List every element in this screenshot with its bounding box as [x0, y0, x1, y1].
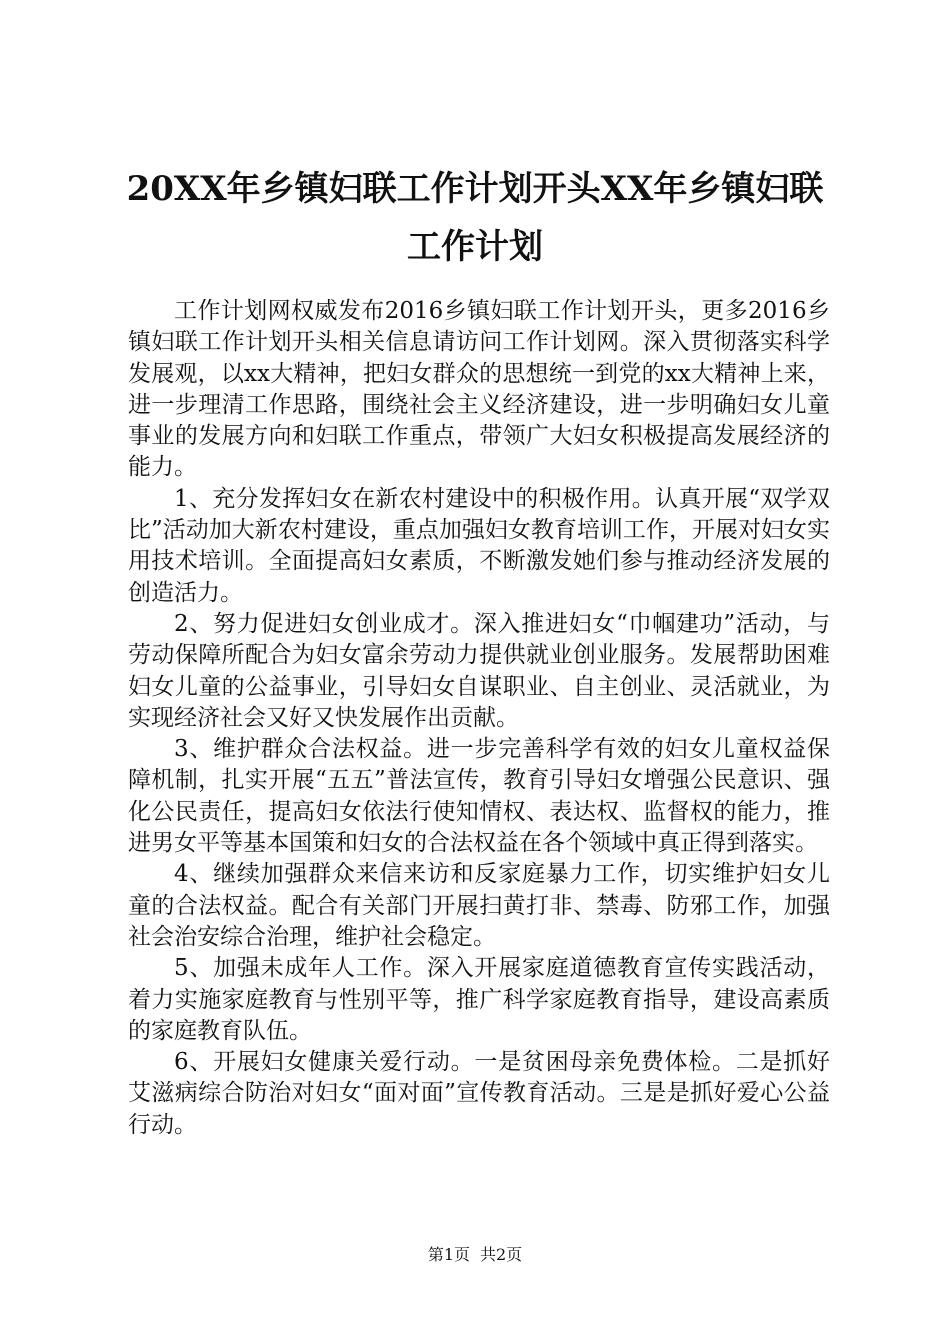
page-total: 共2页 — [480, 1245, 523, 1264]
page-footer — [0, 1245, 950, 1265]
paragraph-item-4: 4、继续加强群众来信来访和反家庭暴力工作，切实维护妇女儿童的合法权益。配合有关部门开展扫黄打非、禁毒、防邪工作，加强社会治安综合治理，维护社会稳定。 — [128, 861, 830, 950]
document-body — [128, 296, 830, 1141]
paragraph-item-3: 3、维护群众合法权益。进一步完善科学有效的妇女儿童权益保障机制，扎实开展“五五”普法宣传，教育引导妇女增强公民意识、强化公民责任，提高妇女依法行使知情权、表达权、监督权的能力，推进男女平等基本国策和妇女的合法权益在各个领域中真正得到落实。 — [128, 736, 830, 857]
paragraph-item-5: 5、加强未成年人工作。深入开展家庭道德教育宣传实践活动，着力实施家庭教育与性别平等，推广科学家庭教育指导，建设高素质的家庭教育队伍。 — [128, 955, 830, 1044]
paragraph-item-6: 6、开展妇女健康关爱行动。一是贫困母亲免费体检。二是抓好艾滋病综合防治对妇女“面对面”宣传教育活动。三是是抓好爱心公益行动。 — [128, 1049, 830, 1138]
paragraph-item-2: 2、努力促进妇女创业成才。深入推进妇女“巾帼建功”活动，与劳动保障所配合为妇女富余劳动力提供就业创业服务。发展帮助困难妇女儿童的公益事业，引导妇女自谋职业、自主创业、灵活就业，为实现经济社会又好又快发展作出贡献。 — [128, 610, 830, 731]
page-number: 第1页 — [427, 1245, 470, 1264]
paragraph-item-1: 1、充分发挥妇女在新农村建设中的积极作用。认真开展“双学双比”活动加大新农村建设，重点加强妇女教育培训工作，开展对妇女实用技术培训。全面提高妇女素质，不断激发她们参与推动经济发展的创造活力。 — [128, 485, 830, 606]
document-title: 20XX年乡镇妇联工作计划开头XX年乡镇妇联工作计划 — [126, 169, 824, 267]
paragraph-intro: 工作计划网权威发布2016乡镇妇联工作计划开头，更多2016乡镇妇联工作计划开头相关信息请访问工作计划网。深入贯彻落实科学发展观，以xx大精神，把妇女群众的思想统一到党的xx大精神上来，进一步理清工作思路，围绕社会主义经济建设，进一步明确妇女儿童事业的发展方向和妇联工作重点，带领广大妇女积极提高发展经济的能力。 — [128, 298, 830, 481]
